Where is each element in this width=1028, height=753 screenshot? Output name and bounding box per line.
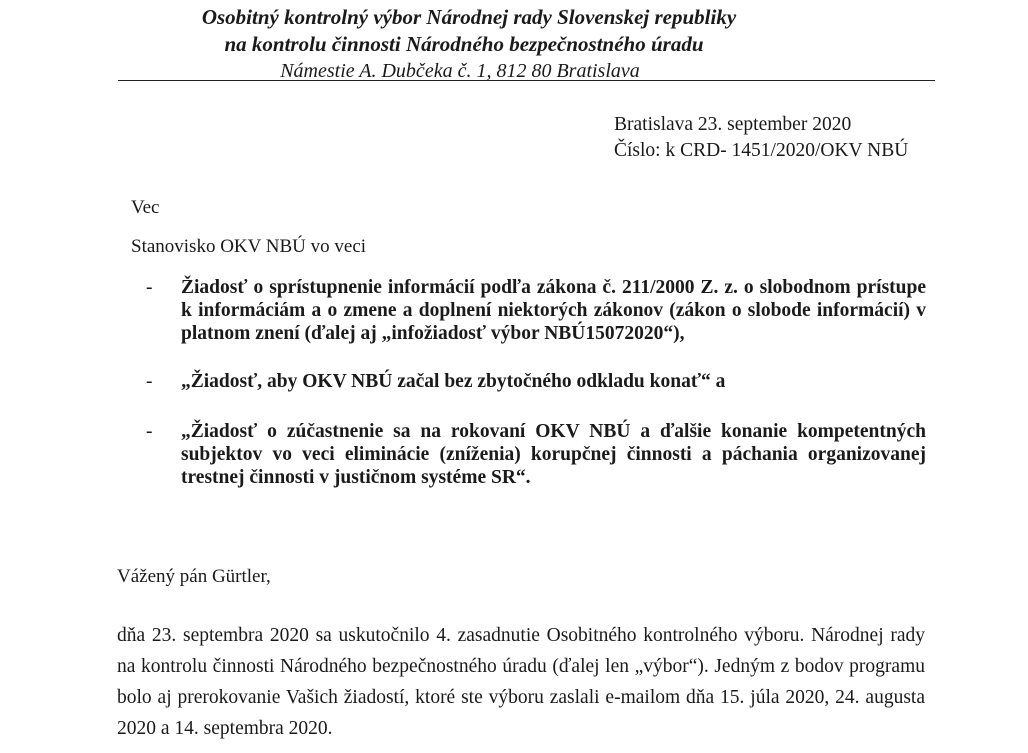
- list-item: [146, 420, 926, 489]
- list-item: [146, 276, 926, 345]
- subject-intro: Stanovisko OKV NBÚ vo veci: [131, 236, 367, 257]
- request-list: [146, 276, 926, 489]
- body-paragraph: dňa 23. septembra 2020 sa uskutočnilo 4. zasadnutie Osobitného kontrolného výboru. Národnej rady na kontrolu činnosti Národného bezpečnostného úradu (ďalej len „výbor“). Jedným z bodov programu bolo aj prerokovanie Vašich žiadostí, ktoré ste výboru zaslali e-mailom dňa 15. júla 2020, 24. augusta 2020 a 14. septembra 2020.: [117, 625, 925, 739]
- bullet-dash: -: [146, 371, 153, 392]
- bullet-dash: -: [146, 277, 153, 298]
- letterhead-divider: [118, 80, 935, 81]
- letterhead-address: Námestie A. Dubčeka č. 1, 812 80 Bratislava: [280, 60, 640, 82]
- bullet-dash: -: [146, 421, 153, 442]
- list-item-text: „Žiadosť, aby OKV NBÚ začal bez zbytočného odkladu konať“ a: [181, 371, 726, 392]
- letterhead: [0, 4, 1028, 84]
- reference-number: Číslo: k CRD- 1451/2020/OKV NBÚ: [614, 140, 909, 161]
- letterhead-committee-scope: na kontrolu činnosti Národného bezpečnostného úradu: [224, 32, 704, 56]
- list-item: [146, 370, 926, 393]
- letterhead-committee-name: Osobitný kontrolný výbor Národnej rady Slovenskej republiky: [201, 5, 737, 29]
- subject-label: Vec: [131, 197, 160, 218]
- list-item-text: Žiadosť o sprístupnenie informácií podľa zákona č. 211/2000 Z. z. o slobodnom prístupe k informáciám a o zmene a doplnení niektorých zákonov (zákon o slobode informácií) v platnom znení (ďalej aj „infožiadosť výbor NBÚ15072020“),: [181, 277, 926, 344]
- salutation: Vážený pán Gürtler,: [117, 566, 271, 587]
- date-line: Bratislava 23. september 2020: [614, 114, 852, 135]
- date-number-block: [614, 112, 908, 164]
- list-item-text: „Žiadosť o zúčastnenie sa na rokovaní OKV NBÚ a ďalšie konanie kompetentných subjektov vo veci eliminácie (zníženia) korupčnej činnosti a páchania organizovanej trestnej činnosti v justičnom systéme SR“.: [181, 421, 926, 488]
